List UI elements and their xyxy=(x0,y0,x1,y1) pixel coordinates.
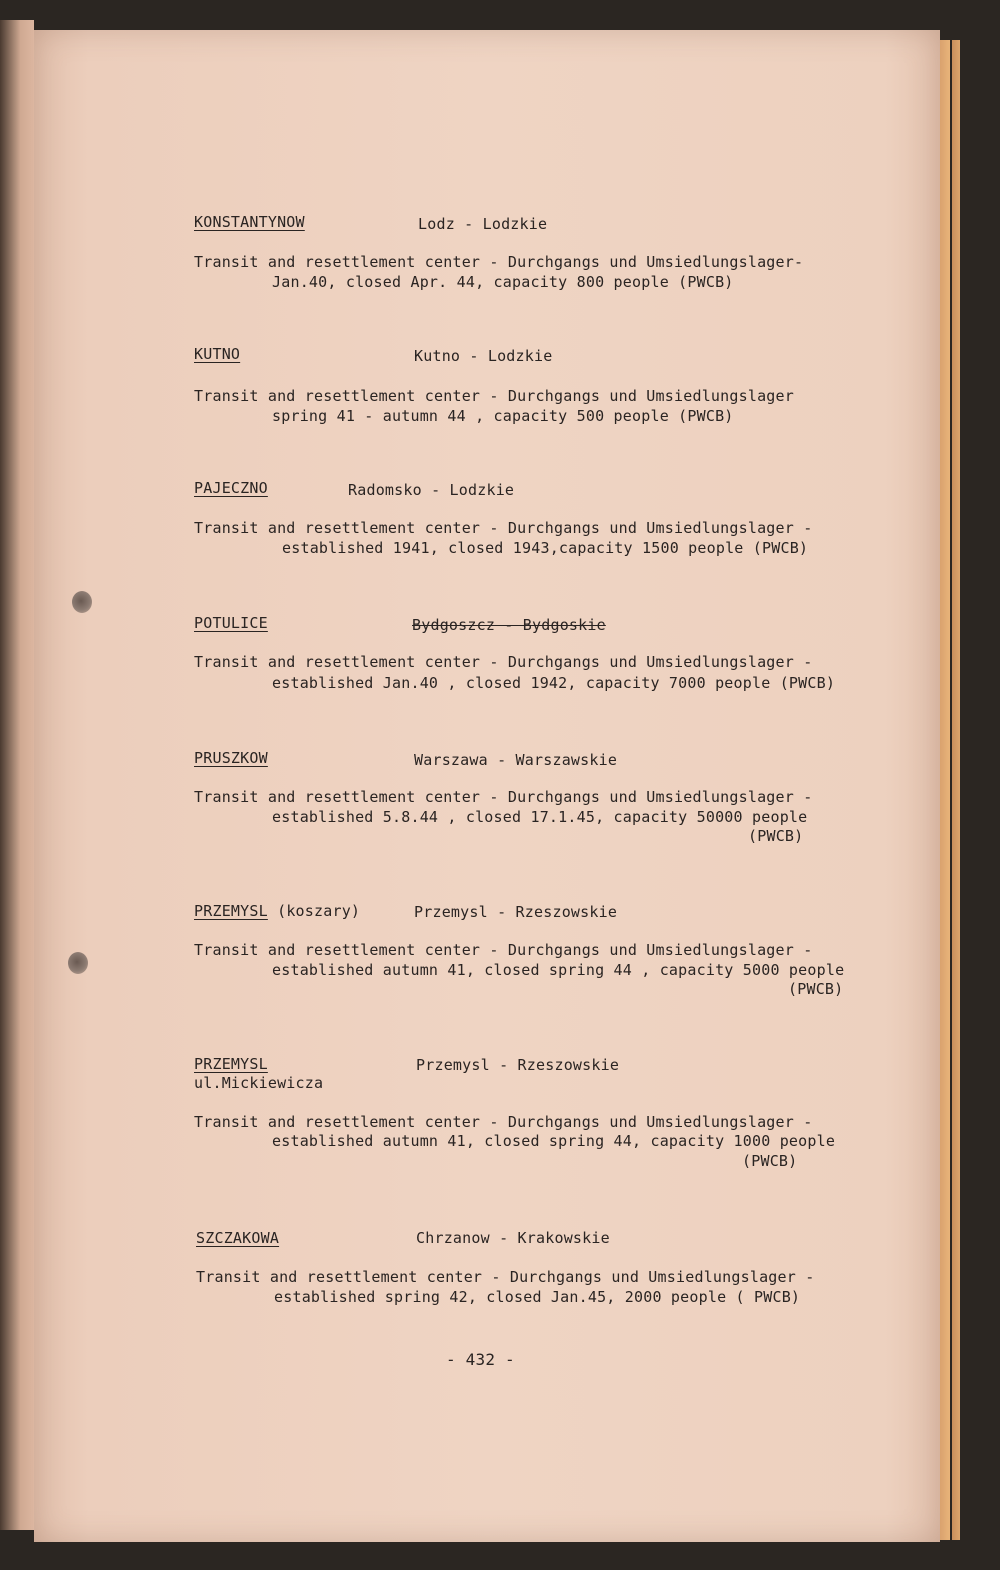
entry-location: Radomsko - Lodzkie xyxy=(348,481,515,499)
page-stack-edge xyxy=(952,40,960,1540)
entry-description-line: established Jan.40 , closed 1942, capacity 7000 people (PWCB) xyxy=(272,674,836,692)
entry-description-line: Transit and resettlement center - Durchgangs und Umsiedlungslager - xyxy=(196,1268,815,1286)
entry-location: Kutno - Lodzkie xyxy=(414,347,553,365)
entry-description-line: established autumn 41, closed spring 44, capacity 1000 people xyxy=(272,1132,836,1150)
entry-name-row xyxy=(194,901,360,921)
entry-name: KONSTANTYNOW xyxy=(194,213,305,231)
entry-description-line: established 1941, closed 1943,capacity 1500 people (PWCB) xyxy=(282,539,809,557)
entry-description-line: Transit and resettlement center - Durchgangs und Umsiedlungslager - xyxy=(194,788,813,806)
entry-location: Warszawa - Warszawskie xyxy=(414,751,618,769)
entry-location: Bydgoszcz - Bydgoskie xyxy=(412,616,606,634)
punch-hole xyxy=(72,591,92,613)
facing-page-edge xyxy=(0,20,34,1530)
entry-name: KUTNO xyxy=(194,345,241,363)
entry-description-line: Transit and resettlement center - Durchgangs und Umsiedlungslager - xyxy=(194,1113,813,1131)
entry-location: Przemysl - Rzeszowskie xyxy=(416,1056,620,1074)
punch-hole xyxy=(68,952,88,974)
entry-location: Lodz - Lodzkie xyxy=(418,215,548,233)
page-stack-edge xyxy=(940,40,950,1540)
entry-name: PAJECZNO xyxy=(194,479,268,497)
entry-name-suffix: (koszary) xyxy=(267,902,361,920)
entry-name: PRZEMYSL xyxy=(194,1055,268,1073)
entry-description-line: spring 41 - autumn 44 , capacity 500 people (PWCB) xyxy=(272,407,734,425)
entry-description-line: Transit and resettlement center - Durchgangs und Umsiedlungslager - xyxy=(194,653,813,671)
page-number: - 432 - xyxy=(446,1350,515,1369)
entry-location: Chrzanow - Krakowskie xyxy=(416,1229,610,1247)
entry-description-line: established spring 42, closed Jan.45, 2000 people ( PWCB) xyxy=(274,1288,801,1306)
entry-description-line: Transit and resettlement center - Durchgangs und Umsiedlungslager - xyxy=(194,941,813,959)
entry-description-line: Transit and resettlement center - Durchgangs und Umsiedlungslager - xyxy=(194,519,813,537)
entry-name: PRZEMYSL xyxy=(194,902,268,920)
entry-name: POTULICE xyxy=(194,614,268,632)
entry-source-line: (PWCB) xyxy=(742,1152,798,1170)
entry-description-line: Transit and resettlement center - Durchgangs und Umsiedlungslager xyxy=(194,387,794,405)
entry-description-line: Transit and resettlement center - Durchgangs und Umsiedlungslager- xyxy=(194,253,804,271)
entry-description-line: Jan.40, closed Apr. 44, capacity 800 people (PWCB) xyxy=(272,273,734,291)
entry-name: PRUSZKOW xyxy=(194,749,268,767)
entry-location: Przemysl - Rzeszowskie xyxy=(414,903,618,921)
entry-name-subtitle: ul.Mickiewicza xyxy=(194,1074,324,1092)
entry-source-line: (PWCB) xyxy=(748,827,804,845)
entry-name: SZCZAKOWA xyxy=(196,1229,280,1247)
entry-description-line: established autumn 41, closed spring 44 , capacity 5000 people xyxy=(272,961,845,979)
entry-description-line: established 5.8.44 , closed 17.1.45, capacity 50000 people xyxy=(272,808,808,826)
entry-source-line: (PWCB) xyxy=(788,980,844,998)
